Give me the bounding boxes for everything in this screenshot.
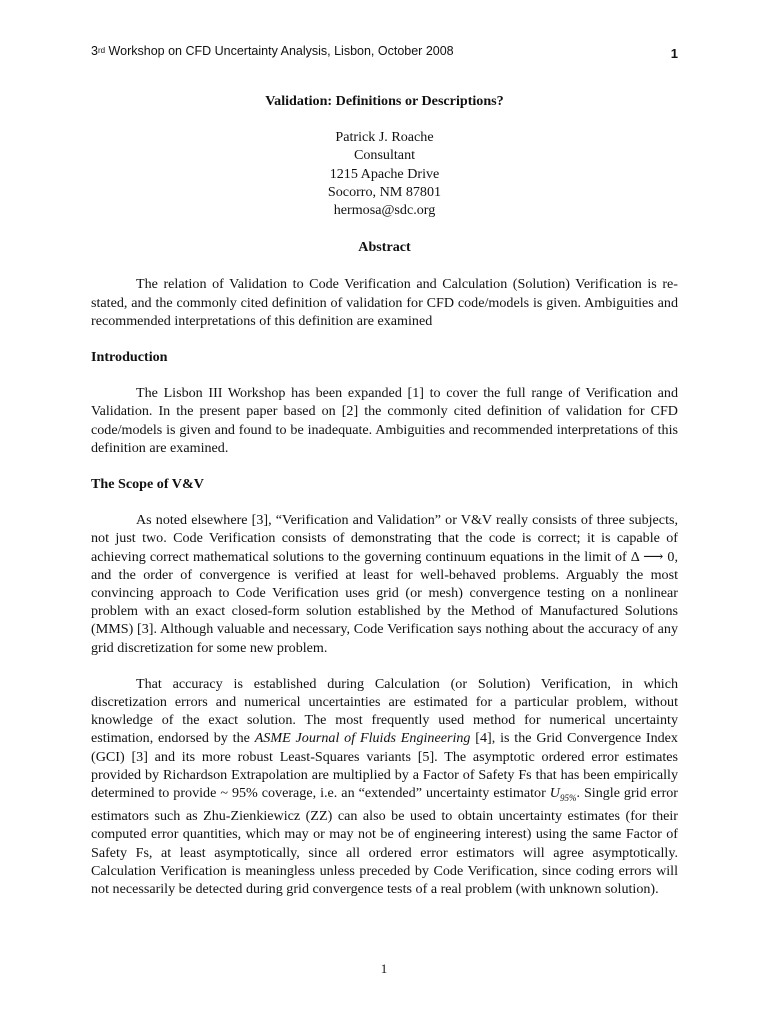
introduction-heading: Introduction (91, 349, 168, 366)
journal-name: ASME Journal of Fluids Engineering (254, 730, 471, 747)
footer-page-number: 1 (380, 961, 388, 976)
header-workshop-title: 3rd Workshop on CFD Uncertainty Analysis, Lisbon, October 2008 (91, 44, 454, 58)
scope-heading: The Scope of V&V (91, 476, 204, 493)
author-street: 1215 Apache Drive (329, 165, 440, 182)
author-email: hermosa@sdc.org (333, 202, 436, 219)
introduction-paragraph: The Lisbon III Workshop has been expanded [1] to cover the full range of Verification and Validation. In the present paper based on [2] the commonly cited definition of validation for CFD code/models is given and found to be inadequate. Ambiguities and recommended interpretations of this definition are examined. (91, 385, 678, 456)
ordinal-suffix: rd (97, 46, 106, 55)
paper-title: Validation: Definitions or Descriptions? (265, 93, 504, 109)
author-name: Patrick J. Roache (335, 129, 434, 146)
author-city: Socorro, NM 87801 (327, 183, 442, 200)
scope-paragraph-1: As noted elsewhere [3], “Verification and Validation” or V&V really consists of three subjects, not just two. Code Verification consists of demonstrating that the code is correct; it is capable of achieving correct mathematical solutions to the governing continuum equations in the limit of Δ ⟶ 0, and the order of convergence is verified at least for well-behaved problems. Arguably the most convincing approach to Code Verification uses grid (or mesh) convergence testing on a nonlinear problem with an exact closed-form solution established by the Method of Manufactured Solutions (MMS) [3]. Although valuable and necessary, Code Verification says nothing about the accuracy of any grid discretization for some new problem. (91, 512, 678, 656)
scope-paragraph-2: That accuracy is established during Calculation (or Solution) Verification, in which discretization errors and numerical uncertainties are estimated for a particular problem, without knowledge of the exact solution. The most frequently used method for numerical uncertainty estimation, endorsed by the ASME Journal of Fluids Engineering [4], is the Grid Convergence Index (GCI) [3] and its more robust Least-Squares variants [5]. The asymptotic ordered error estimates provided by Richardson Extrapolation are multiplied by a Factor of Safety Fs that has been empirically determined to provide ~ 95% coverage, i.e. an “extended” uncertainty estimator $U_{95\%}$. Single grid error estimators such as Zhu-Zienkiewicz (ZZ) can also be used to obtain uncertainty estimates (for their computed error quantities, which may or may not be of engineering interest) using the same Factor of Safety Fs, at least asymptotically, since all ordered error estimators will agree asymptotically. Calculation Verification is meaningless unless preceded by Code Verification, since coding errors will not necessarily be detected during grid convergence tests of a real problem (with unknown solution). (91, 675, 678, 897)
u95-symbol: $U_{95\%}$ (549, 785, 577, 803)
abstract-heading: Abstract (358, 239, 411, 256)
author-block (91, 128, 678, 219)
abstract-paragraph: The relation of Validation to Code Verification and Calculation (Solution) Verification is re-stated, and the commonly cited definition of validation for CFD code/models is given. Ambiguities and recommended interpretations of this definition are examined (91, 276, 678, 329)
author-affiliation: Consultant (353, 147, 416, 164)
header-page-number: 1 (670, 46, 678, 61)
running-header (91, 44, 678, 64)
paper-body (91, 92, 678, 898)
